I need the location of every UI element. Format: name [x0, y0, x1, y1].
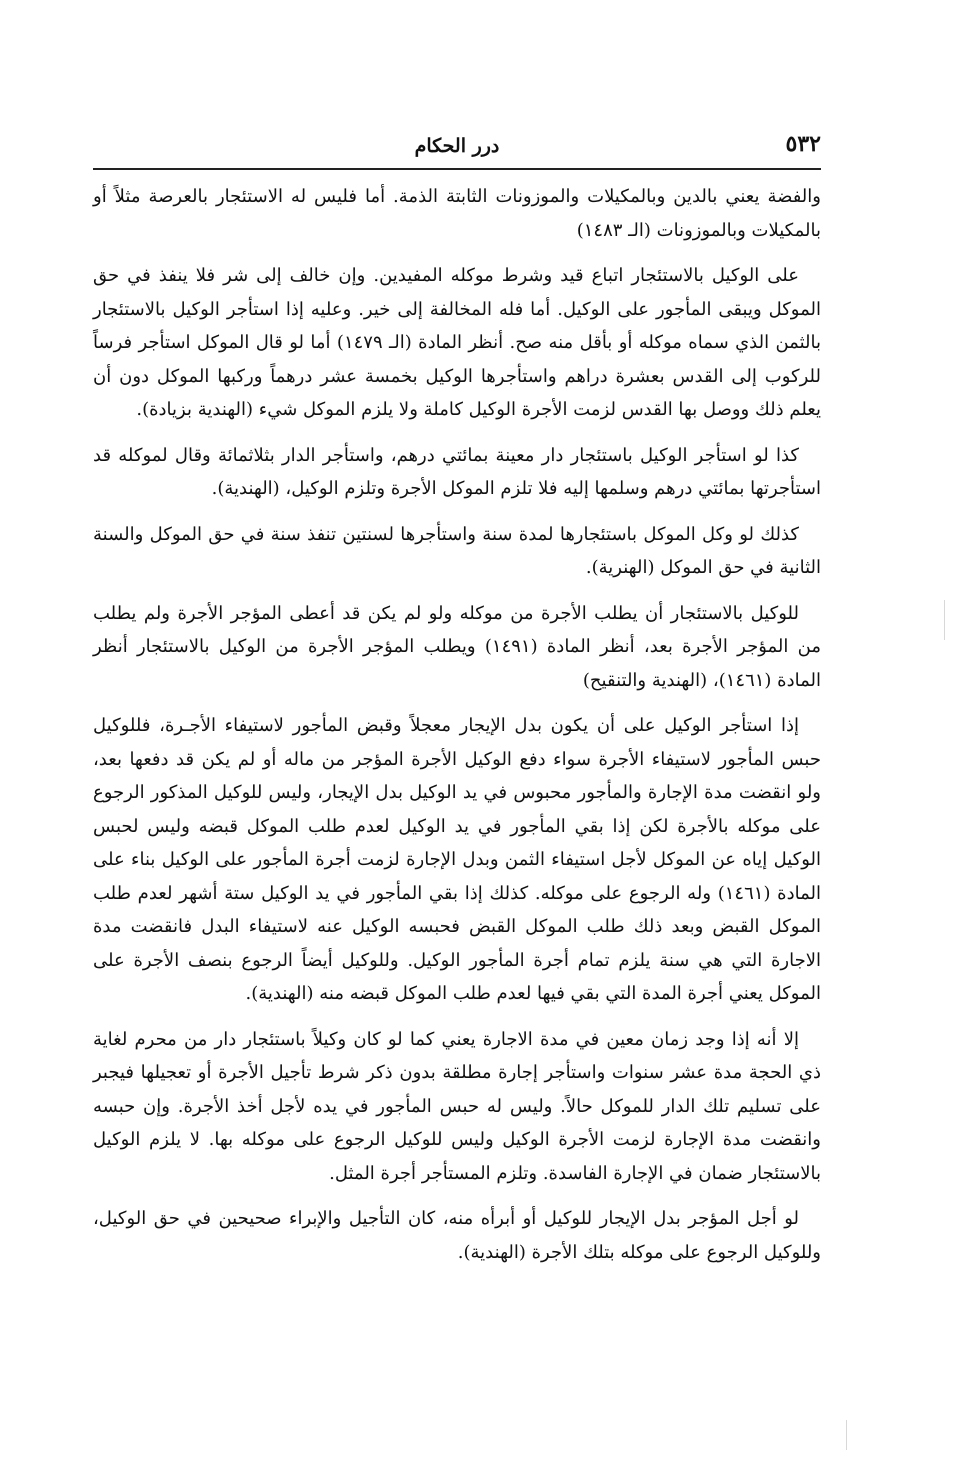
- body-text: [93, 180, 821, 1281]
- paragraph-6: إذا استأجر الوكيل على أن يكون بدل الإيجار معجلاً وقبض المأجور لاستيفاء الأجـرة، فللوكيل حبس المأجور لاستيفاء الأجرة سواء دفع الوكيل الأجرة المؤجر من ماله أو لم يكن قد دفعها بعد، ولو انقضت مدة الإجارة والمأجور محبوس في يد الوكيل بدل الإيجار، وليس للوكيل المذكور الرجوع على موكله بالأجرة لكن إذا بقي المأجور في يد الوكيل لعدم طلب الموكل قبضه وليس لحبس الوكيل إياه عن الموكل لأجل استيفاء الثمن وبدل الإجارة لزمت أجرة المأجور على الوكيل بناء على المادة (١٤٦١) وله الرجوع على موكله. كذلك إذا بقي المأجور في يد الوكيل ستة أشهر لعدم طلب الموكل القبض وبعد ذلك طلب الموكل القبض فحبسه الوكيل عنه لاستيفاء البدل فانقضت مدة الاجارة التي هي سنة يلزم تمام أجرة المأجور الوكيل. وللوكيل أيضاً الرجوع بنصف الأجرة على الموكل يعني أجرة المدة التي بقي فيها لعدم طلب الموكل قبضه منه (الهندية).: [93, 715, 822, 1004]
- paragraph-2: على الوكيل بالاستئجار اتباع قيد وشرط موكله المفيدين. وإن خالف إلى شر فلا ينفذ في حق الموكل ويبقى المأجور على الوكيل. أما فله المخالفة إلى خير. وعليه إذا استأجر الوكيل بالاستئجار بالثمن الذي سماه موكله أو بأقل منه صح. أنظر المادة (الـ ١٤٧٩) أما لو قال الموكل استأجر فرساً للركوب إلى القدس بعشرة دراهم واستأجرها الوكيل بخمسة عشر درهماً وركبها الموكل دون أن يعلم ذلك ووصل بها القدس لزمت الأجرة الوكيل كاملة ولا يلزم الموكل شيء (الهندية بزيادة).: [93, 265, 821, 420]
- paragraph-1: والفضة يعني بالدين وبالمكيلات والموزونات الثابتة الذمة. أما فليس له الاستئجار بالعرصة مثلاً أو بالمكيلات وبالموزونات (الـ ١٤٨٣): [93, 186, 821, 241]
- margin-scan-mark-bottom: [846, 1420, 847, 1450]
- paragraph-3: كذا لو استأجر الوكيل باستئجار دار معينة بمائتي درهم، واستأجر الدار بثلاثمائة وقال لموكله قد استأجرتها بمائتي درهم وسلمها إليه فلا تلزم الموكل الأجرة وتلزم الوكيل، (الهندية).: [93, 444, 821, 499]
- margin-scan-mark-top: [944, 600, 945, 640]
- paragraph-8: لو أجل المؤجر بدل الإيجار للوكيل أو أبرأه منه، كان التأجيل والإبراء صحيحين في حق الوكيل، وللوكيل الرجوع على موكله بتلك الأجرة (الهندية).: [93, 1208, 821, 1263]
- page-number: ٥٣٢: [785, 131, 821, 157]
- paragraph-5: للوكيل بالاستئجار أن يطلب الأجرة من موكله ولو لم يكن قد أعطى المؤجر الأجرة ولم يطلب من المؤجر الأجرة بعد، أنظر المادة (١٤٩١) ويطلب المؤجر الأجرة من الوكيل بالاستئجار أنظر المادة (١٤٦١)، (الهندية والتنقيح): [93, 602, 821, 691]
- paragraph-7: إلا أنه إذا وجد زمان معين في مدة الاجارة يعني كما لو كان وكيلاً باستئجار دار من محرم لغاية ذي الحجة مدة عشر سنوات واستأجر إجارة مطلقة بدون ذكر شرط تأجيل الأجرة أو تعجيلها فيجبر على تسليم تلك الدار للموكل حالاً. وليس له حبس المأجور في يده لأجل أخذ الأجرة. وإن حبسه وانقضت مدة الإجارة لزمت الأجرة الوكيل وليس للوكيل الرجوع على موكله بها. لا يلزم الوكيل بالاستئجار ضمان في الإجارة الفاسدة. وتلزم المستأجر أجرة المثل.: [93, 1028, 821, 1184]
- running-title: درر الحكام: [414, 135, 500, 157]
- page-header: [93, 128, 821, 166]
- header-rule: [93, 168, 821, 170]
- paragraph-4: كذلك لو وكل الموكل باستئجارها لمدة سنة واستأجرها لسنتين تنفذ سنة في حق الموكل والسنة الثانية في حق الموكل (الهنرية).: [93, 523, 821, 578]
